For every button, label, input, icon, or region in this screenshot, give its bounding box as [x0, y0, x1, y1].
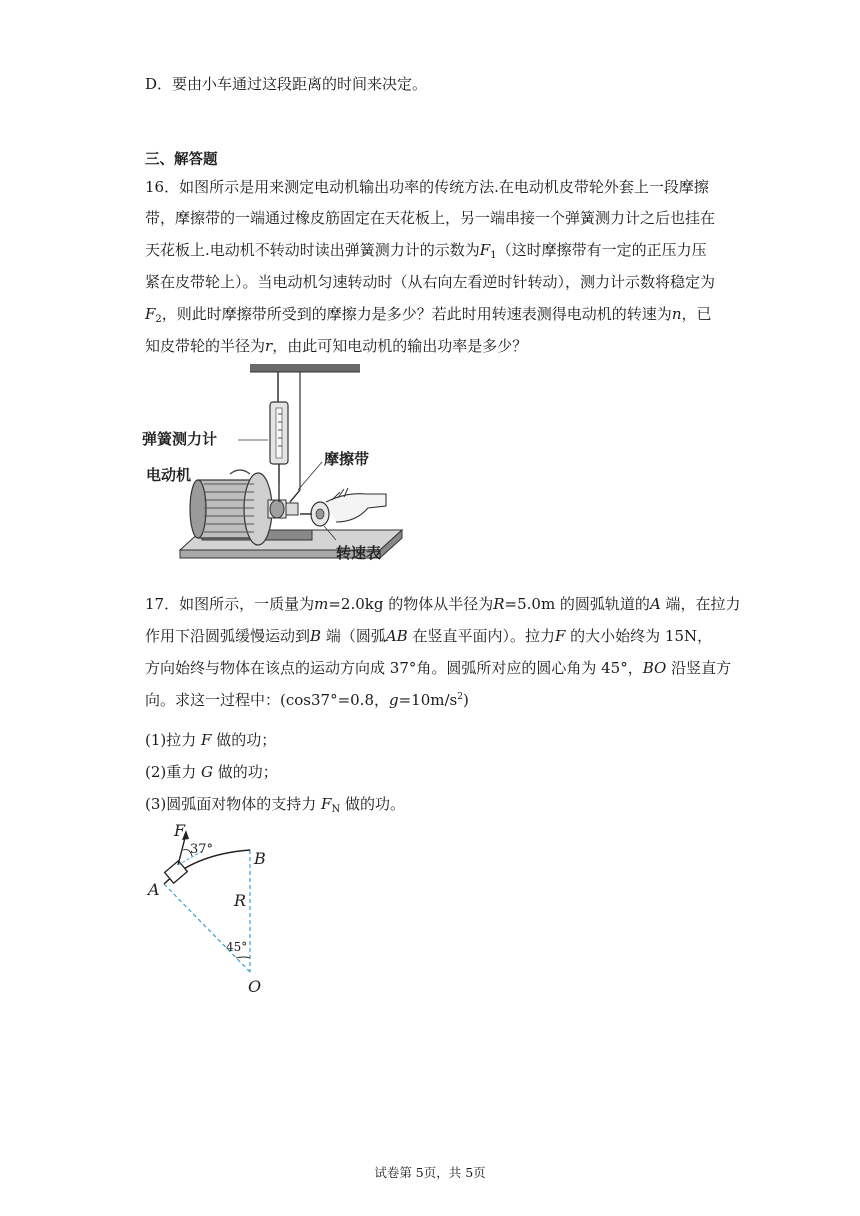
q16-line-3 — [145, 239, 707, 261]
label-spring-scale: 弹簧测力计 — [142, 430, 218, 448]
q17-var-AB: AB — [385, 627, 408, 645]
q17-var-g: g — [389, 691, 399, 709]
q15-option-d: D．要由小车通过这段距离的时间来决定。 — [145, 75, 428, 93]
label-tachometer: 转速表 — [336, 544, 382, 562]
q17-sub-3 — [145, 793, 405, 815]
label-45: 45° — [226, 940, 248, 954]
q17-sub-1 — [145, 729, 276, 750]
q17-sub-2-text-a: (2)重力 — [145, 763, 202, 781]
q16-line-6 — [145, 335, 527, 356]
q16-var-r: r — [265, 337, 273, 355]
q17-line-3-text-a: 方向始终与物体在该点的运动方向成 37°角。圆弧所对应的圆心角为 45°， — [145, 659, 643, 677]
ceiling — [250, 364, 360, 372]
q16-line-4: 紧在皮带轮上）。当电动机匀速转动时（从右向左看逆时针转动），测力计示数将稳定为 — [145, 273, 716, 291]
q17-line-2-text-b: 端（圆弧 — [321, 627, 386, 645]
label-r: R — [234, 891, 247, 910]
q17-sub-2-text-b: 做的功； — [213, 763, 278, 781]
q17-var-R: R — [493, 595, 505, 613]
q17-line-2-text-d: 的大小始终为 15N， — [565, 627, 713, 645]
q17-line-1-text-d: 端，在拉力 — [660, 595, 741, 613]
label-37: 37° — [190, 842, 214, 857]
q17-sub-3-var-sub: N — [331, 804, 341, 815]
q17-line-2-text-a: 作用下沿圆弧缓慢运动到 — [145, 627, 311, 645]
label-motor: 电动机 — [146, 466, 192, 484]
q16-line-5-text-b: ，已 — [681, 305, 712, 323]
q16-line-5 — [145, 303, 712, 325]
q17-line-3-text-b: 沿竖直方 — [666, 659, 732, 677]
q16-var-f: F — [479, 241, 491, 259]
page-footer: 试卷第 5页，共 5页 — [374, 1165, 486, 1180]
q17-line-4-sup: 2 — [457, 692, 463, 702]
q17-sub-3-text-b: 做的功。 — [340, 795, 405, 813]
q17-line-3 — [145, 657, 731, 678]
q17-sub-1-text-b: 做的功； — [211, 731, 277, 749]
q17-var-F: F — [554, 627, 566, 645]
q17-sub-2-var: G — [201, 763, 214, 781]
q16-line-5-text-a: ，则此时摩擦带所受到的摩擦力是多少？若此时用转速表测得电动机的转速为 — [161, 305, 672, 323]
q16-line-3-text-a: 天花板上.电动机不转动时读出弹簧测力计的示数为 — [145, 241, 480, 259]
q17-sub-1-text-a: (1)拉力 — [145, 731, 202, 749]
q17-sub-3-var: F — [321, 795, 332, 813]
q16-line-1: 16．如图所示是用来测定电动机输出功率的传统方法.在电动机皮带轮外套上一段摩擦 — [145, 178, 709, 196]
label-friction-belt: 摩擦带 — [324, 450, 370, 468]
q17-line-1-text-b: =2.0kg 的物体从半径为 — [328, 595, 494, 613]
q17-line-4-text-c: ) — [462, 691, 469, 709]
pulley-icon — [268, 484, 300, 518]
spring-scale-icon — [270, 372, 288, 484]
angle-45-arc — [236, 957, 250, 958]
q17-line-2-text-c: 在竖直平面内）。拉力 — [407, 627, 555, 645]
q17-line-4-text-b: =10m/s — [398, 691, 458, 709]
q17-var-m: m — [314, 595, 329, 613]
q17-line-1-text-a: 17．如图所示，一质量为 — [145, 595, 315, 613]
q17-sub-2 — [145, 761, 278, 782]
q16-line-6-text-a: 知皮带轮的半径为 — [145, 337, 266, 355]
q16-motor-figure — [140, 362, 430, 572]
q17-line-1-text-c: =5.0m 的圆弧轨道的 — [504, 595, 650, 613]
q17-sub-3-text-a: (3)圆弧面对物体的支持力 — [145, 795, 322, 813]
label-o: O — [248, 977, 262, 996]
q16-line-2: 带，摩擦带的一端通过橡皮筋固定在天花板上，另一端串接一个弹簧测力计之后也挂在 — [145, 209, 716, 227]
q16-line-6-text-b: ，由此可知电动机的输出功率是多少？ — [272, 337, 528, 355]
q17-sub-1-var: F — [201, 731, 212, 749]
q16-var-n: n — [671, 305, 682, 323]
tachometer-icon — [300, 488, 386, 526]
q17-line-4 — [145, 689, 469, 710]
q17-var-BO: BO — [642, 659, 667, 677]
q17-line-1 — [145, 593, 741, 614]
q17-line-2 — [145, 625, 712, 646]
q17-var-A: A — [649, 595, 661, 613]
label-f: F — [174, 821, 186, 840]
q16-var-f-sub: 1 — [490, 250, 497, 261]
label-a: A — [148, 880, 160, 899]
q17-var-B: B — [310, 627, 322, 645]
label-b: B — [254, 849, 266, 868]
q16-line-3-text-b: （这时摩擦带有一定的正压力压 — [496, 241, 707, 259]
section-heading: 三、解答题 — [145, 152, 218, 168]
q17-line-4-text-a: 向。求这一过程中：(cos37°=0.8， — [145, 691, 389, 709]
q16-var-f2: F — [145, 305, 156, 323]
q17-arc-figure — [140, 820, 300, 1000]
q16-var-f2-sub: 2 — [155, 314, 162, 325]
